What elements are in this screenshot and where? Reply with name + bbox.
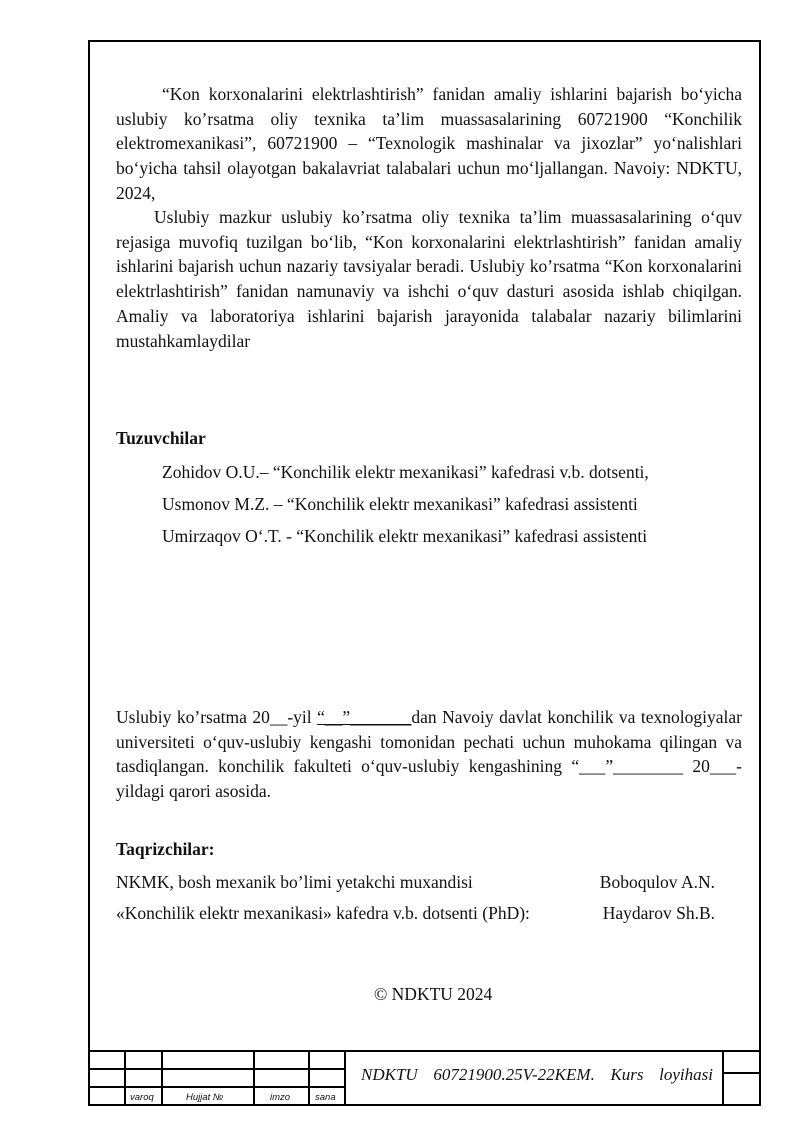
approval-date-blank: “__”_______ (317, 707, 412, 727)
reviewer-2-role: «Konchilik elektr mexanikasi» kafedra v.b. dotsenti (PhD): (116, 903, 530, 923)
reviewer-2-name: Haydarov Sh.B. (602, 903, 715, 923)
title-block-col-line-4 (308, 1050, 310, 1106)
intro-paragraph-2: Uslubiy mazkur uslubiy ko’rsatma oliy texnika ta’lim muassasalarining o‘quv rejasiga muvofiq tuzilgan bo‘lib, “Kon korxonalarini elektrlashtirish” fanidan amaliy ishlarini bajarish uchun nazariy tavsiyalar beradi. Uslubiy ko’rsatma “Kon korxonalarini elektrlashtirish” fanidan namunaviy va ishchi o‘quv dasturi asosida ishlab chiqilgan. Amaliy va laboratoriya ishlarini bajarish jarayonida talabalar nazariy bilimlarini mustahkamlaydilar (116, 207, 742, 351)
reviewer-1-role: NKMK, bosh mexanik bo’limi yetakchi muxandisi (116, 872, 473, 892)
title-block-col-line-2 (161, 1050, 163, 1106)
title-block (88, 1050, 761, 1106)
compiler-2: Usmonov M.Z. – “Konchilik elektr mexanikasi” kafedrasi assistenti (162, 494, 638, 514)
intro-paragraph-1: “Kon korxonalarini elektrlashtirish” fanidan amaliy ishlarini bajarish bo‘yicha uslubiy ko’rsatma oliy texnika ta’lim muassasalarining 60721900 “Konchilik elektromexanikasi”, 60721900 – “Texnologik mashinalar va jixozlar” yo‘nalishlari bo‘yicha tahsil olayotgan bakalavriat talabalari uchun mo‘ljallangan. Navoiy: NDKTU, 2024, (116, 84, 742, 203)
reviewer-1-name: Boboqulov A.N. (599, 872, 715, 892)
approval-paragraph (116, 705, 742, 804)
page-number-box (722, 1050, 761, 1106)
title-block-col-line-3 (253, 1050, 255, 1106)
title-block-top-line (88, 1050, 761, 1052)
approval-text-after: dan Navoiy davlat konchilik va texnologiyalar universiteti o‘quv-uslubiy kengashi tomonidan pechati uchun muhokama qilingan va tasdiqlangan. konchilik fakulteti o‘quv-uslubiy kengashining “___”________ 20___-yildagi qarori asosida. (116, 707, 742, 802)
copyright: © NDKTU 2024 (374, 984, 493, 1004)
stamp-label-doc-no: Hujjat № (186, 1092, 224, 1103)
compiler-3: Umirzaqov O‘.T. - “Konchilik elektr mexanikasi” kafedrasi assistenti (162, 526, 648, 546)
compiler-1: Zohidov O.U.– “Konchilik elektr mexanikasi” kafedrasi v.b. dotsenti, (162, 462, 649, 482)
stamp-label-date: sana (315, 1092, 336, 1103)
stamp-label-sheet: varoq (130, 1092, 154, 1103)
title-block-col-line-5 (344, 1050, 346, 1106)
page-number-box-divider (722, 1072, 761, 1074)
compilers-heading: Tuzuvchilar (116, 428, 206, 448)
stamp-document-title: NDKTU 60721900.25V-22KEM. Kurs loyihasi (361, 1065, 713, 1084)
title-block-col-line-1 (124, 1050, 126, 1106)
stamp-label-signature: imzo (270, 1092, 291, 1103)
approval-text-before: Uslubiy ko’rsatma 20__-yil (116, 707, 318, 727)
reviewers-heading: Taqrizchilar: (116, 839, 215, 859)
